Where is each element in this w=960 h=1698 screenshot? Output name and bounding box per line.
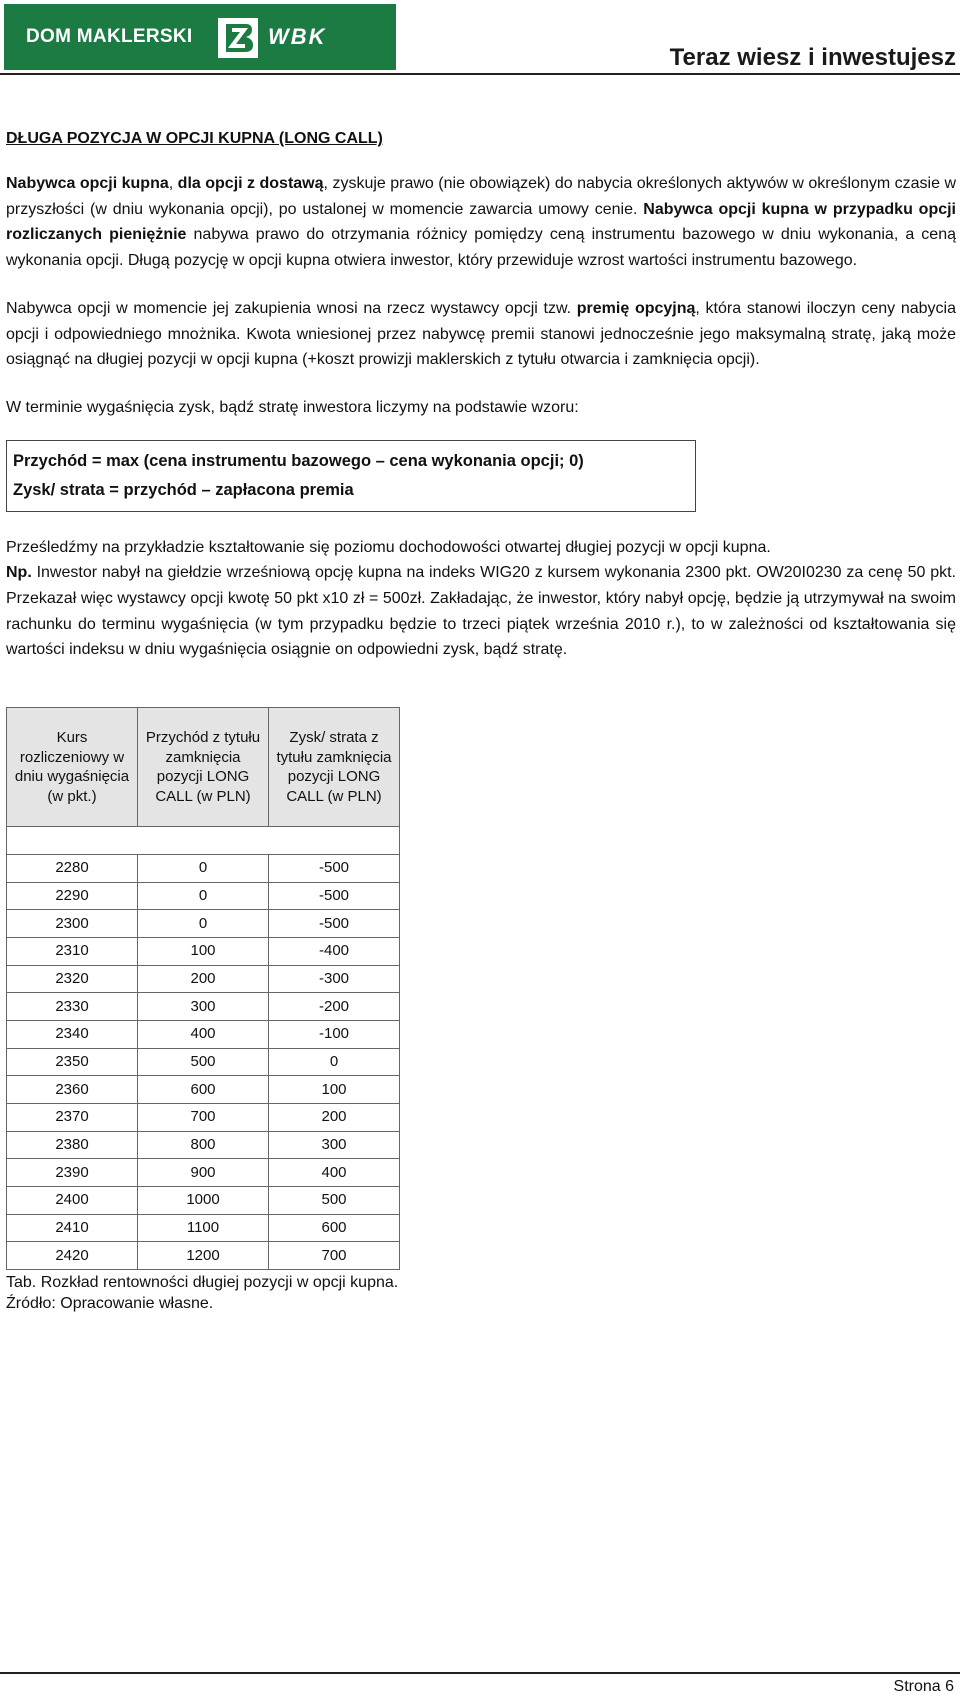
cell-settlement: 2330 (7, 993, 138, 1021)
cell-profit: 700 (269, 1242, 400, 1270)
header-revenue: Przychód z tytułu zamknięcia pozycji LONG CALL (w PLN) (138, 708, 269, 827)
cell-profit: 200 (269, 1104, 400, 1132)
cell-settlement: 2390 (7, 1159, 138, 1187)
cell-settlement: 2360 (7, 1076, 138, 1104)
cell-settlement: 2400 (7, 1187, 138, 1215)
text-span: , zyskuje prawo (nie obowiązek) do nabycia określonych aktywów w określonym czasie w przyszłości (w dniu wykonania opcji), po ustalonej w momencie zawarcia umowy cenie. (6, 175, 957, 218)
table-caption: Tab. Rozkład rentowności długiej pozycji w opcji kupna. (6, 1274, 399, 1292)
cell-settlement: 2410 (7, 1214, 138, 1242)
cell-revenue: 600 (138, 1076, 269, 1104)
cell-revenue: 300 (138, 993, 269, 1021)
cell-settlement: 2370 (7, 1104, 138, 1132)
paragraph-example-intro: Prześledźmy na przykładzie kształtowanie się poziomu dochodowości otwartej długiej pozycji w opcji kupna. (6, 538, 771, 556)
table-row (7, 882, 400, 910)
spacer-cell (7, 827, 400, 855)
table-header-row (7, 708, 400, 827)
cell-settlement: 2310 (7, 937, 138, 965)
cell-settlement: 2290 (7, 882, 138, 910)
table-row (7, 1242, 400, 1270)
paragraph-definition (6, 171, 956, 274)
text-span: nabywa prawo do otrzymania różnicy pomiędzy ceną instrumentu bazowego w dniu wykonania, a ceną wykonania opcji. Długą pozycję w opcji kupna otwiera inwestor, który przewiduje wzrost wartości instrumentu bazowego. (6, 226, 957, 270)
cell-revenue: 1100 (138, 1214, 269, 1242)
table-row (7, 965, 400, 993)
cell-revenue: 0 (138, 854, 269, 882)
logo-text: DOM MAKLERSKI (26, 26, 193, 47)
term-delivery: dla opcji z dostawą (177, 175, 324, 192)
table-body (7, 827, 400, 1270)
term-premium: premię opcyjną (576, 299, 696, 317)
table-row (7, 937, 400, 965)
header-settlement: Kurs rozliczeniowy w dniu wygaśnięcia (w pkt.) (7, 708, 138, 827)
cell-revenue: 0 (138, 910, 269, 938)
cell-profit: -200 (269, 993, 400, 1021)
cell-profit: 400 (269, 1159, 400, 1187)
page-number: Strona 6 (893, 1678, 954, 1695)
cell-profit: 600 (269, 1214, 400, 1242)
cell-profit: -400 (269, 937, 400, 965)
cell-profit: 0 (269, 1048, 400, 1076)
cell-revenue: 0 (138, 882, 269, 910)
cell-profit: -500 (269, 910, 400, 938)
table-row (7, 1104, 400, 1132)
table-row (7, 993, 400, 1021)
paragraph-premium (6, 296, 956, 373)
table-row (7, 1048, 400, 1076)
table-row (7, 1159, 400, 1187)
term-cash-settled: Nabywca opcji kupna w przypadku opcji rozliczanych pieniężnie (6, 200, 957, 244)
table-spacer (7, 827, 400, 855)
cell-profit: 500 (269, 1187, 400, 1215)
brand-logo (4, 4, 396, 70)
text-span: , (168, 175, 178, 192)
table-row (7, 1020, 400, 1048)
table-row (7, 910, 400, 938)
paragraph-formula-intro: W terminie wygaśnięcia zysk, bądź stratę inwestora liczymy na podstawie wzoru: (6, 398, 579, 416)
profit-table (6, 707, 400, 1270)
cell-revenue: 1000 (138, 1187, 269, 1215)
table-row (7, 1076, 400, 1104)
cell-profit: 300 (269, 1131, 400, 1159)
header-divider (0, 73, 960, 75)
example-label: Np. (6, 564, 32, 582)
cell-settlement: 2320 (7, 965, 138, 993)
table-row (7, 1187, 400, 1215)
cell-revenue: 400 (138, 1020, 269, 1048)
cell-revenue: 500 (138, 1048, 269, 1076)
cell-settlement: 2280 (7, 854, 138, 882)
cell-settlement: 2350 (7, 1048, 138, 1076)
text-span: , która stanowi iloczyn ceny nabycia opcji i odpowiedniego mnożnika. Kwota wniesionej przez nabywcę premii stanowi jednocześnie jego maksymalną stratę, jaką może osiągnąć na długiej pozycji w opcji kupna (+koszt prowizji maklerskich z tytułu otwarcia i zamknięcia opcji). (6, 299, 956, 369)
table-source: Źródło: Opracowanie własne. (6, 1295, 214, 1313)
term-buyer: Nabywca opcji kupna (6, 175, 169, 192)
section-title: DŁUGA POZYCJA W OPCJI KUPNA (LONG CALL) (6, 130, 383, 147)
text-span: Nabywca opcji w momencie jej zakupienia wnosi na rzecz wystawcy opcji tzw. (6, 299, 577, 317)
text-span: Inwestor nabył na giełdzie wrześniową opcję kupna na indeks WIG20 z kursem wykonania 2300 pkt. OW20I0230 za cenę 50 pkt. Przekazał więc wystawcy opcji kwotę 50 pkt x10 zł = 500zł. Zakładając, że inwestor, który nabył opcję, będzie ją utrzymywał na swoim rachunku do terminu wygaśnięcia (w tym przypadku będzie to trzeci piątek września 2010 r.), to w zależności od kształtowania się wartości indeksu w dniu wygaśnięcia osiągnie on odpowiedni zysk, bądź stratę. (6, 564, 956, 659)
formula-revenue: Przychód = max (cena instrumentu bazowego – cena wykonania opcji; 0) (13, 451, 584, 470)
paragraph-example (6, 560, 956, 663)
table-row (7, 1214, 400, 1242)
cell-revenue: 700 (138, 1104, 269, 1132)
cell-profit: -500 (269, 882, 400, 910)
footer-divider (0, 1672, 960, 1674)
cell-revenue: 100 (138, 937, 269, 965)
logo-brand: WBK (268, 24, 327, 49)
cell-settlement: 2340 (7, 1020, 138, 1048)
table-row (7, 854, 400, 882)
table-row (7, 1131, 400, 1159)
cell-settlement: 2380 (7, 1131, 138, 1159)
cell-profit: -500 (269, 854, 400, 882)
cell-revenue: 900 (138, 1159, 269, 1187)
document-body (6, 128, 956, 1314)
formula-profit: Zysk/ strata = przychód – zapłacona premia (13, 480, 354, 499)
cell-profit: -100 (269, 1020, 400, 1048)
cell-revenue: 1200 (138, 1242, 269, 1270)
cell-settlement: 2420 (7, 1242, 138, 1270)
cell-profit: -300 (269, 965, 400, 993)
formula-box (6, 440, 696, 512)
header-profit: Zysk/ strata z tytułu zamknięcia pozycji LONG CALL (w PLN) (269, 708, 400, 827)
cell-revenue: 200 (138, 965, 269, 993)
cell-profit: 100 (269, 1076, 400, 1104)
logo-mark-icon (218, 18, 258, 58)
cell-revenue: 800 (138, 1131, 269, 1159)
cell-settlement: 2300 (7, 910, 138, 938)
tagline: Teraz wiesz i inwestujesz (669, 44, 956, 71)
page-header (0, 0, 960, 76)
